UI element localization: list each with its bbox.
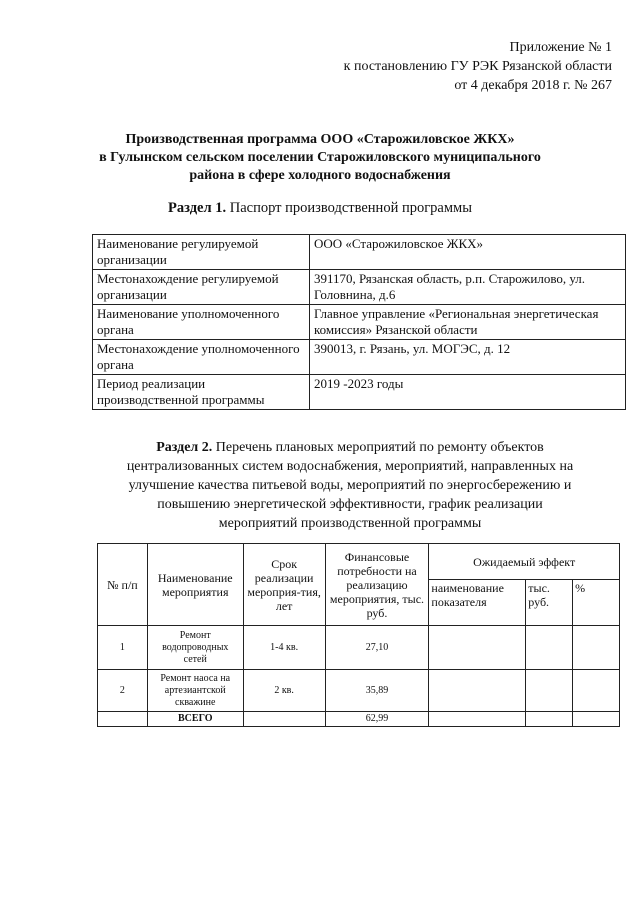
passport-value: 2019 -2023 годы (310, 375, 626, 410)
row-term: 2 кв. (243, 670, 325, 712)
appendix-line-2: к постановлению ГУ РЭК Рязанской области (343, 59, 612, 74)
passport-key: Наименование регулируемой организации (93, 235, 310, 270)
row-finance: 27,10 (325, 626, 429, 670)
table-row (98, 670, 620, 712)
row-name: Ремонт наоса на артезиантской скважине (147, 670, 243, 712)
row-indicator (429, 670, 526, 712)
row-indicator (429, 626, 526, 670)
passport-value: ООО «Старожиловское ЖКХ» (310, 235, 626, 270)
passport-table (92, 234, 626, 410)
table-row (93, 375, 626, 410)
section1-label: Раздел 1. (168, 200, 227, 216)
appendix-line-1: Приложение № 1 (509, 40, 612, 55)
passport-value: 391170, Рязанская область, р.п. Старожилово, ул. Головнина, д.6 (310, 270, 626, 305)
total-num (98, 712, 148, 727)
total-term (243, 712, 325, 727)
title-line-1: Производственная программа ООО «Старожиловское ЖКХ» (125, 132, 515, 147)
passport-key: Наименование уполномоченного органа (93, 305, 310, 340)
row-term: 1-4 кв. (243, 626, 325, 670)
header-indicator: наименование показателя (429, 580, 526, 626)
row-thousand (526, 626, 573, 670)
row-thousand (526, 670, 573, 712)
header-finance: Финансовые потребности на реализацию мероприятия, тыс. руб. (325, 544, 429, 626)
passport-key: Местонахождение регулируемой организации (93, 270, 310, 305)
passport-key: Местонахождение уполномоченного органа (93, 340, 310, 375)
total-label: ВСЕГО (147, 712, 243, 727)
total-percent (573, 712, 620, 727)
passport-value: Главное управление «Региональная энергетическая комиссия» Рязанской области (310, 305, 626, 340)
header-name: Наименование мероприятия (147, 544, 243, 626)
table-row (98, 626, 620, 670)
document-title (60, 131, 580, 185)
section1-title: Паспорт производственной программы (229, 200, 472, 216)
total-thousand (526, 712, 573, 727)
title-line-2: в Гулынском сельском поселении Старожиловского муниципального (99, 150, 541, 165)
appendix-line-3: от 4 декабря 2018 г. № 267 (454, 78, 612, 93)
table-header-row (98, 544, 620, 580)
header-num: № п/п (98, 544, 148, 626)
table-total-row (98, 712, 620, 727)
table-row (93, 305, 626, 340)
section2-line-5: мероприятий производственной программы (218, 516, 482, 531)
plan-table (97, 543, 620, 727)
row-percent (573, 670, 620, 712)
section2-heading (70, 438, 630, 533)
total-indicator (429, 712, 526, 727)
header-effect: Ожидаемый эффект (429, 544, 620, 580)
passport-value: 390013, г. Рязань, ул. МОГЭС, д. 12 (310, 340, 626, 375)
section2-label: Раздел 2. (156, 440, 213, 455)
row-num: 2 (98, 670, 148, 712)
header-term: Срок реализации мероприя-тия, лет (243, 544, 325, 626)
section2-line-3: улучшение качества питьевой воды, мероприятий по энергосбережению и (128, 478, 572, 493)
section2-line-1: Перечень плановых мероприятий по ремонту объектов (215, 440, 544, 455)
title-line-3: района в сфере холодного водоснабжения (189, 168, 451, 183)
appendix-block (344, 38, 612, 95)
header-percent: % (573, 580, 620, 626)
row-finance: 35,89 (325, 670, 429, 712)
table-row (93, 235, 626, 270)
header-thousand: тыс. руб. (526, 580, 573, 626)
section1-heading (0, 200, 640, 217)
table-row (93, 270, 626, 305)
table-row (93, 340, 626, 375)
row-percent (573, 626, 620, 670)
section2-line-2: централизованных систем водоснабжения, мероприятий, направленных на (126, 459, 574, 474)
row-num: 1 (98, 626, 148, 670)
section2-line-4: повышению энергетической эффективности, график реализации (157, 497, 543, 512)
row-name: Ремонт водопроводных сетей (147, 626, 243, 670)
passport-key: Период реализации производственной программы (93, 375, 310, 410)
total-finance: 62,99 (325, 712, 429, 727)
